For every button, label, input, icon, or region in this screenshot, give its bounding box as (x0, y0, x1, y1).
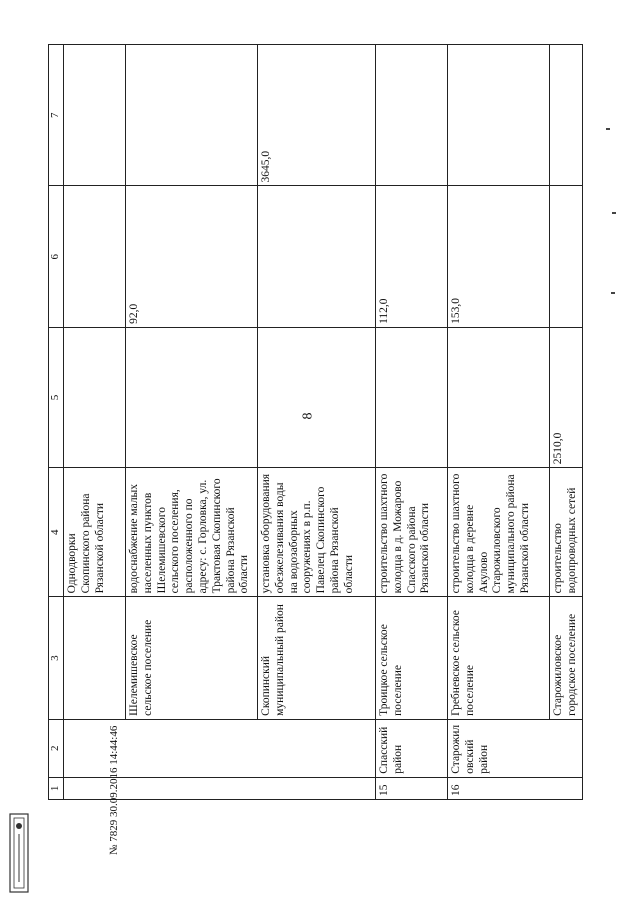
cell-district: Спасский район (376, 719, 448, 777)
table-row (126, 45, 258, 800)
cell-value-7 (550, 45, 583, 186)
scan-mark (606, 128, 610, 130)
table-row (448, 45, 550, 800)
header-col-7: 7 (49, 45, 64, 186)
table-row (550, 45, 583, 800)
page-number: 8 (300, 412, 316, 420)
cell-object: строительство шахтного колодца в деревне Акулово Старожиловского муниципального района Рязанской области (448, 468, 550, 597)
header-col-3: 3 (49, 597, 64, 719)
cell-value-6: 153,0 (448, 186, 550, 327)
table-row (258, 45, 376, 800)
document-footer: № 7829 30.09.2016 14:44:46 (108, 725, 120, 855)
cell-value-6 (550, 186, 583, 327)
cell-value-7 (64, 45, 126, 186)
cell-settlement: Гребневское сельское поселение (448, 597, 550, 719)
cell-settlement: Скопинский муниципальный район (258, 597, 376, 719)
cell-no: 15 (376, 777, 448, 799)
stamp-emblem-icon (6, 808, 32, 898)
cell-object: Однодворки Скопинского района Рязанской области (64, 468, 126, 597)
cell-settlement: Шелемишевское сельское поселение (126, 597, 258, 719)
cell-settlement: Троицкое сельское поселение (376, 597, 448, 719)
table-row (64, 45, 126, 800)
cell-object: установка оборудования обезжелезивания воды на водозаборных сооружениях в р.п. Павелец Скопинского района Рязанской области (258, 468, 376, 597)
cell-settlement: Старожиловское городское поселение (550, 597, 583, 719)
cell-district: Старожиловский район (448, 719, 583, 777)
header-col-2: 2 (49, 719, 64, 777)
cell-value-5: 2510,0 (550, 327, 583, 467)
scan-mark (611, 292, 615, 294)
header-col-1: 1 (49, 777, 64, 799)
cell-value-5 (64, 327, 126, 467)
cell-value-5 (126, 327, 258, 467)
cell-value-5 (376, 327, 448, 467)
cell-value-6 (64, 186, 126, 327)
header-row (49, 45, 64, 800)
cell-object: строительство водопроводных сетей (550, 468, 583, 597)
cell-object: водоснабжение малых населенных пунктов Шелемишевского сельского поселения, расположенного по адресу: с. Горловка, ул. Трактовая Скопинского района Рязанской области (126, 468, 258, 597)
scan-mark (612, 212, 616, 214)
cell-value-7 (126, 45, 258, 186)
cell-value-5 (448, 327, 550, 467)
header-col-5: 5 (49, 327, 64, 467)
rotated-table-wrapper (48, 44, 620, 800)
table-row (376, 45, 448, 800)
header-col-4: 4 (49, 468, 64, 597)
budget-table (48, 44, 583, 800)
cell-value-5 (258, 327, 376, 467)
cell-value-6: 92,0 (126, 186, 258, 327)
cell-no: 16 (448, 777, 583, 799)
cell-value-6 (258, 186, 376, 327)
cell-settlement (64, 597, 126, 719)
cell-value-6: 112,0 (376, 186, 448, 327)
cell-object: строительство шахтного колодца в д. Можарово Спасского района Рязанской области (376, 468, 448, 597)
cell-value-7: 3645,0 (258, 45, 376, 186)
header-col-6: 6 (49, 186, 64, 327)
cell-value-7 (448, 45, 550, 186)
cell-value-7 (376, 45, 448, 186)
